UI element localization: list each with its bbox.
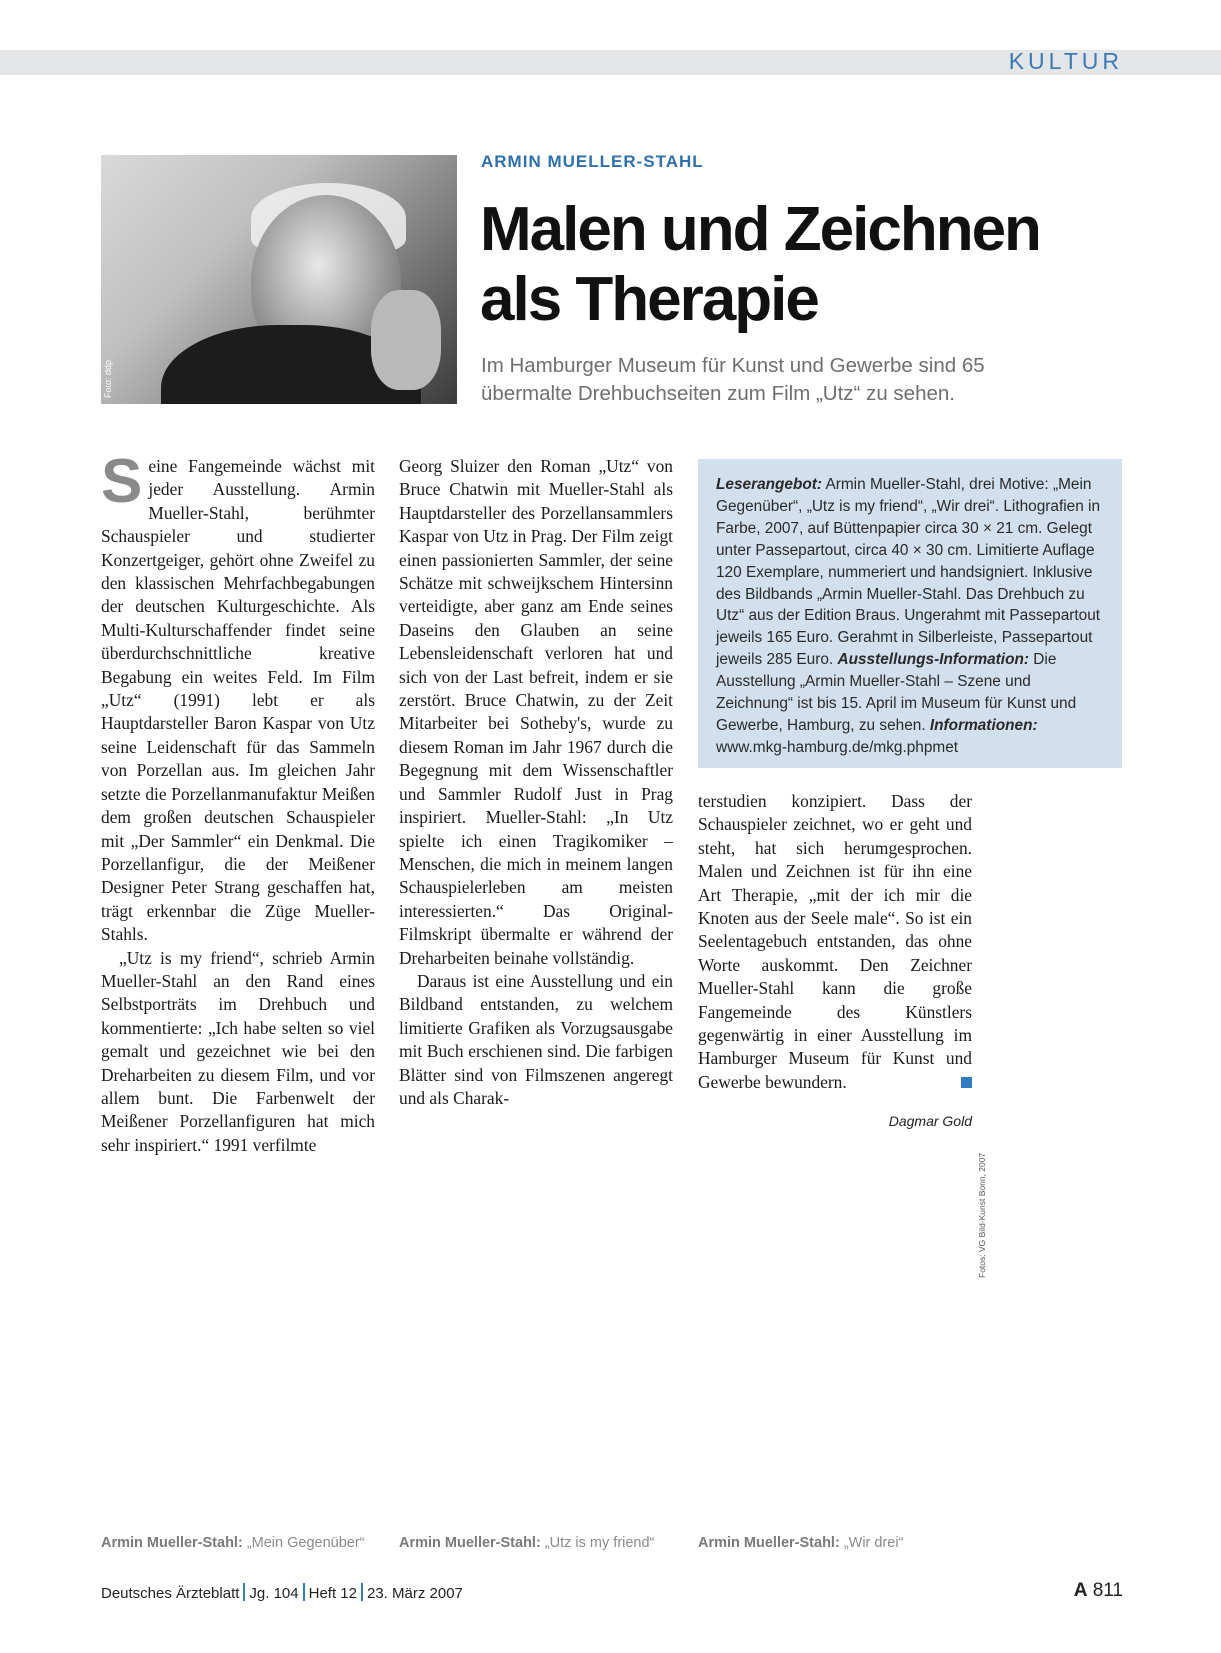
footer-imprint [101, 1583, 463, 1602]
page-number: A 811 [1073, 1580, 1123, 1601]
article-column-1 [101, 447, 375, 1157]
paragraph: Seine Fangemeinde wächst mit jeder Ausstellung. Armin Mueller-Stahl, berühmter Schauspieler und studierter Konzertgeiger, gehört ohne Zweifel zu den klassischen Mehrfachbegabungen der deutschen Kulturgeschichte. Als Multi-Kulturschaffender findet seine überdurchschnittliche kreative Begabung ein weites Feld. Im Film „Utz“ (1991) lebt er als Hauptdarsteller Baron Kaspar von Utz seine Leidenschaft für das Sammeln von Porzellan aus. Im gleichen Jahr setzte die Porzellanmanufaktur Meißen dem großen deutschen Schauspieler mit „Der Sammler“ ein Denkmal. Die Porzellanfigur, die der Meißener Designer Peter Strang geschaffen hat, trägt erkennbar die Züge Mueller-Stahls. [101, 447, 375, 945]
info-link[interactable]: www.mkg-hamburg.de/mkg.phpmet [716, 738, 959, 756]
end-mark-icon [961, 1077, 972, 1088]
journal-name: Deutsches Ärzteblatt [101, 1585, 240, 1602]
infobox-label-exhibition: Ausstellungs-Information: [837, 651, 1030, 669]
journal-volume: Jg. 104 [249, 1585, 299, 1602]
art-credit: Fotos: VG Bild-Kunst Bonn, 2007 [977, 1152, 987, 1278]
infobox-label-info: Informationen: [929, 716, 1038, 734]
image-caption: Armin Mueller-Stahl: „Mein Gegenüber“ [101, 1535, 365, 1551]
article-kicker: ARMIN MUELLER-STAHL [481, 152, 704, 171]
journal-issue: Heft 12 [308, 1585, 357, 1602]
article-headline: Malen und Zeichnen als Therapie [480, 195, 1040, 334]
article-column-2 [399, 455, 673, 1110]
image-caption: Armin Mueller-Stahl: „Utz is my friend“ [399, 1535, 655, 1551]
paragraph: Daraus ist eine Ausstellung und ein Bildband entstanden, zu welchem limitierte Grafiken als Vorzugsausgabe mit Buch erschienen sind. Die farbigen Blätter sind von Filmszenen angeregt und als Charak- [399, 970, 673, 1108]
article-deck: Im Hamburger Museum für Kunst und Gewerbe sind 65 übermalte Drehbuchseiten zum Film „Utz“ zu sehen. [481, 354, 985, 405]
image-caption: Armin Mueller-Stahl: „Wir drei“ [698, 1535, 904, 1551]
portrait-photo [101, 155, 457, 404]
paragraph: „Utz is my friend“, schrieb Armin Mueller-Stahl an den Rand eines Selbstporträts im Drehbuch und kommentierte: „Ich habe selten so viel gemalt und gezeichnet wie bei den Dreharbeiten zu diesem Film, und vor allem bunt. Die Farbenwelt der Meißener Porzellanfiguren hat mich sehr inspiriert.“ 1991 verfilmte [101, 947, 375, 1155]
infobox-label-offer: Leserangebot: [716, 476, 823, 493]
paragraph: Georg Sluizer den Roman „Utz“ von Bruce Chatwin mit Mueller-Stahl als Hauptdarsteller des Porzellansammlers Kaspar von Utz in Prag. Der Film zeigt einen passionierten Sammler, der seine Schätze mit schweijkschem Hintersinn verteidigte, aber ganz am Ende seines Daseins den Glauben an seine Lebensleidenschaft verloren hat und sich von der Last befreit, indem er sie zerstört. Bruce Chatwin, zu der Zeit Mitarbeiter bei Sotheby's, wurde zu diesem Roman im Jahr 1967 durch die Begegnung mit dem Wissenschaftler und Sammler Rudolf Just in Prag inspiriert. Mueller-Stahl: „In Utz spielte ich einen Tragikomiker – Menschen, die mich in meinem langen Schauspielerleben am meisten interessierten.“ Das Original-Filmskript übermalte er während der Dreharbeiten beinahe vollständig. [399, 456, 673, 968]
article-column-3 [698, 790, 972, 1094]
reader-offer-box: Leserangebot: Armin Mueller-Stahl, drei Motive: „Mein Gegenüber“, „Utz is my friend“, „Wir drei“. Lithografien in Farbe, 2007, auf Büttenpapier circa 30 × 21 cm. Gelegt unter Passepartout, circa 40 × 30 cm. Limitierte Auflage 120 Exemplare, nummeriert und handsigniert. Inklusive des Bildbands „Armin Mueller-Stahl. Das Drehbuch zu Utz“ aus der Edition Braus. Ungerahmt mit Passepartout jeweils 165 Euro. Gerahmt in Silberleiste, Passepartout jeweils 285 Euro. Ausstellungs-Information: Die Ausstellung „Armin Mueller-Stahl – Szene und Zeichnung“ ist bis 15. April im Museum für Kunst und Gewerbe, Hamburg, zu sehen. Informationen: www.mkg-hamburg.de/mkg.phpmet [698, 459, 1122, 768]
article-author: Dagmar Gold [888, 1113, 972, 1129]
paragraph: terstudien konzipiert. Dass der Schauspieler zeichnet, wo er geht und steht, hat sich herumgesprochen. Malen und Zeichnen ist für ihn eine Art Therapie, „mit der ich mir die Knoten aus der Seele male“. So ist ein Seelentagebuch entstanden, das ohne Worte auskommt. Den Zeichner Mueller-Stahl kann die große Fangemeinde des Künstlers gegenwärtig in einer Ausstellung im Hamburger Museum für Kunst und Gewerbe bewundern. [698, 791, 972, 1092]
section-label: KULTUR [1008, 48, 1123, 74]
journal-date: 23. März 2007 [367, 1585, 463, 1602]
drop-cap: S [101, 447, 143, 516]
photo-credit: Foto: ddp [103, 359, 113, 398]
